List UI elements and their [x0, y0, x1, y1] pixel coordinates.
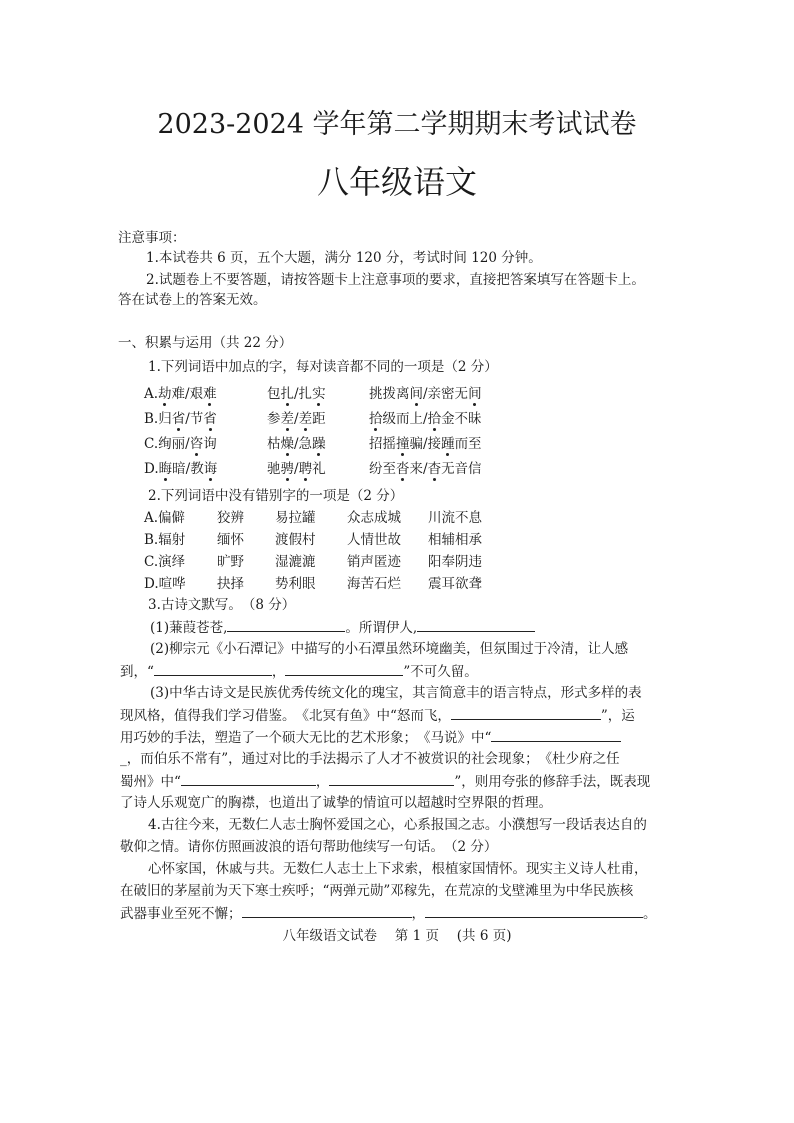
- answer-blank[interactable]: [425, 903, 643, 918]
- q2-option-b: B.辐射: [144, 532, 186, 548]
- q2-word: 震耳欲聋: [428, 576, 482, 592]
- q2-word: 易拉罐: [275, 510, 316, 526]
- q2-word: 人情世故: [347, 532, 401, 548]
- answer-blank[interactable]: [227, 617, 345, 632]
- answer-blank[interactable]: [242, 903, 412, 918]
- answer-blank[interactable]: [285, 661, 403, 676]
- q2-word: 川流不息: [428, 510, 482, 526]
- q2-option-a: A.偏僻: [144, 510, 186, 526]
- answer-blank[interactable]: [417, 617, 535, 632]
- q1-option-b-word-2: 参差/差距: [267, 411, 326, 427]
- q4-passage-line-3: 武器事业至死不懈； ， 。: [120, 903, 657, 924]
- q2-word: 渡假村: [275, 532, 316, 548]
- q1-option-d-word-2: 驰骋/聘礼: [267, 461, 326, 477]
- notice-item-1: 1.本试卷共 6 页，五个大题，满分 120 分，考试时间 120 分钟。: [146, 250, 542, 266]
- q2-word: 抉择: [217, 576, 244, 592]
- q2-word: 势利眼: [275, 576, 316, 592]
- page-footer: 八年级语文试卷 第 1 页 (共 6 页): [282, 928, 512, 944]
- answer-blank[interactable]: [329, 771, 454, 786]
- q2-option-c: C.演绎: [144, 554, 186, 570]
- q1-option-b-word-3: 拾级而上/拾金不昧: [369, 411, 482, 427]
- q4-stem-cont: 敬仰之情。请你仿照画波浪的语句帮助他续写一句话。 （2 分）: [120, 839, 498, 855]
- exam-title: 2023-2024 学年第二学期期末考试试卷: [157, 109, 637, 140]
- q2-option-d: D.喧哗: [144, 576, 186, 592]
- q3-part-2: (2)柳宗元《小石潭记》中描写的小石潭虽然环境幽美，但氛围过于冷清，让人感: [150, 641, 629, 657]
- q1-option-c-word-2: 枯燥/急躁: [267, 436, 326, 452]
- q2-word: 狡辨: [217, 510, 244, 526]
- q3-part-3-line-2: 现风格，值得我们学习借鉴。 《北冥有鱼》中“怒而飞， ”，运: [120, 705, 635, 726]
- notice-item-2: 2.试题卷上不要答题，请按答题卡上注意事项的要求，直接把答案填写在答题卡上。: [146, 272, 645, 288]
- answer-blank[interactable]: [181, 771, 316, 786]
- answer-blank[interactable]: [451, 705, 601, 720]
- q3-part-3: (3)中华古诗文是民族优秀传统文化的瑰宝，其言简意丰的语言特点，形式多样的表: [150, 685, 642, 701]
- q2-stem: 2.下列词语中没有错别字的一项是（2 分）: [148, 488, 404, 504]
- q3-part-1: (1)蒹葭苍苍, 。所谓伊人,: [150, 617, 535, 638]
- section-1-heading: 一、积累与运用（共 22 分）: [118, 335, 293, 351]
- q2-word: 销声匿迹: [347, 554, 401, 570]
- notice-heading: 注意事项：: [118, 230, 186, 246]
- q1-option-a-word-3: 挑拨离间/亲密无间: [369, 386, 482, 402]
- q1-option-d-word-3: 纷至沓来/杳无音信: [369, 461, 482, 477]
- q1-option-d: D.晦暗/教诲: [144, 461, 218, 477]
- q4-passage-line-1: 心怀家国，休戚与共。无数仁人志士上下求索，根植家国情怀。现实主义诗人杜甫，: [148, 861, 648, 877]
- q3-stem: 3.古诗文默写。 （8 分）: [148, 597, 296, 613]
- q3-part-2-cont: 到，“ ， ”不可久留。: [120, 661, 478, 682]
- q1-option-a-word-2: 包扎/扎实: [267, 386, 326, 402]
- q2-word: 众志成城: [347, 510, 401, 526]
- notice-item-2-cont: 答在试卷上的答案无效。: [118, 292, 267, 308]
- q1-option-c: C.绚丽/咨询: [144, 436, 217, 452]
- q3-part-3-line-4: _，而伯乐不常有”，通过对比的手法揭示了人才不被赏识的社会现象； 《杜少府之任: [120, 751, 620, 767]
- q1-option-c-word-3: 招摇撞骗/接踵而至: [369, 436, 482, 452]
- q2-word: 旷野: [217, 554, 244, 570]
- q3-part-3-line-5: 蜀州》中“ ， ”，则用夸张的修辞手法，既表现: [120, 771, 650, 792]
- q1-stem: 1.下列词语中加点的字，每对读音都不同的一项是（2 分）: [148, 359, 498, 375]
- q2-word: 相辅相承: [428, 532, 482, 548]
- q1-option-b: B.归省/节省: [144, 411, 217, 427]
- q4-stem: 4.古往今来，无数仁人志士胸怀爱国之心，心系报国之志。小濮想写一段话表达自的: [148, 817, 647, 833]
- q4-passage-line-2: 在破旧的茅屋前为天下寒士疾呼；“两弹元勋”邓稼先，在荒凉的戈壁滩里为中华民族核: [120, 883, 634, 899]
- q3-part-3-line-3: 用巧妙的手法，塑造了一个硕大无比的艺术形象； 《马说》中“: [120, 727, 621, 748]
- answer-blank[interactable]: [491, 727, 621, 742]
- q3-part-3-line-6: 了诗人乐观宽广的胸襟，也道出了诚挚的情谊可以超越时空界限的哲理。: [120, 795, 552, 811]
- q1-option-a: A.劫难/艰难: [144, 386, 217, 402]
- q2-word: 湿漉漉: [275, 554, 316, 570]
- q2-word: 海苦石烂: [347, 576, 401, 592]
- q2-word: 阳奉阴违: [428, 554, 482, 570]
- answer-blank[interactable]: [154, 661, 272, 676]
- q2-word: 缅怀: [217, 532, 244, 548]
- exam-subtitle: 八年级语文: [316, 163, 477, 201]
